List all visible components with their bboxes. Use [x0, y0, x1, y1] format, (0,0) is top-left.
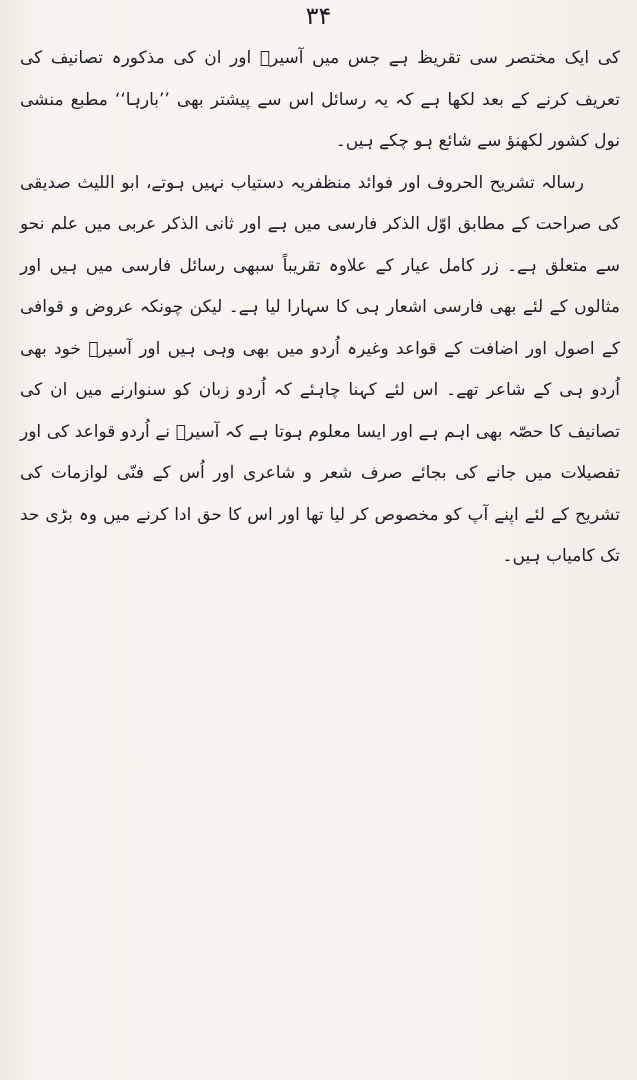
paragraph-2: رسالہ تشریح الحروف اور فوائد منظفریہ دستیاب نہیں ہوتے، ابو اللیث صدیقی کی صراحت کے مطابق اوّل الذکر فارسی میں ہے اور ثانی الذکر عربی میں علم نحو سے متعلق ہے۔ زر کامل عیار کے علاوہ تقریباً سبھی رسائل فارسی میں ہیں اور مثالوں کے لئے بھی فارسی اشعار ہی کا سہارا لیا ہے۔ لیکن چونکہ عروض و قوافی کے اصول اور اضافت کے قواعد وغیرہ اُردو میں بھی وہی ہیں اور آسیرؔ خود بھی اُردو ہی کے شاعر تھے۔ اس لئے کہنا چاہئے کہ اُردو زبان کو سنوارنے میں ان کی تصانیف کا حصّہ بھی اہم ہے اور ایسا معلوم ہوتا ہے کہ آسیرؔ نے اُردو قواعد کی اور تفصیلات میں جانے کی بجائے صرف شعر و شاعری اور اُس کے فنّی لوازمات کی تشریح کے لئے اپنے آپ کو مخصوص کر لیا تھا اور اس کا حق ادا کرنے میں وہ بڑی حد تک کامیاب ہیں۔ — [20, 172, 620, 566]
paragraph-1: کی ایک مختصر سی تقریظ ہے جس میں آسیرؔ اور ان کی مذکورہ تصانیف کی تعریف کرنے کے بعد لکھا ہے کہ یہ رسائل اس سے پیشتر بھی ’’بارہا‘‘ مطبع منشی نول کشور لکھنؤ سے شائع ہو چکے ہیں۔ — [20, 48, 620, 151]
body-text — [20, 38, 620, 578]
reverse-side-bleed-through — [40, 560, 600, 1020]
page-number: ۳۴ — [305, 2, 332, 30]
